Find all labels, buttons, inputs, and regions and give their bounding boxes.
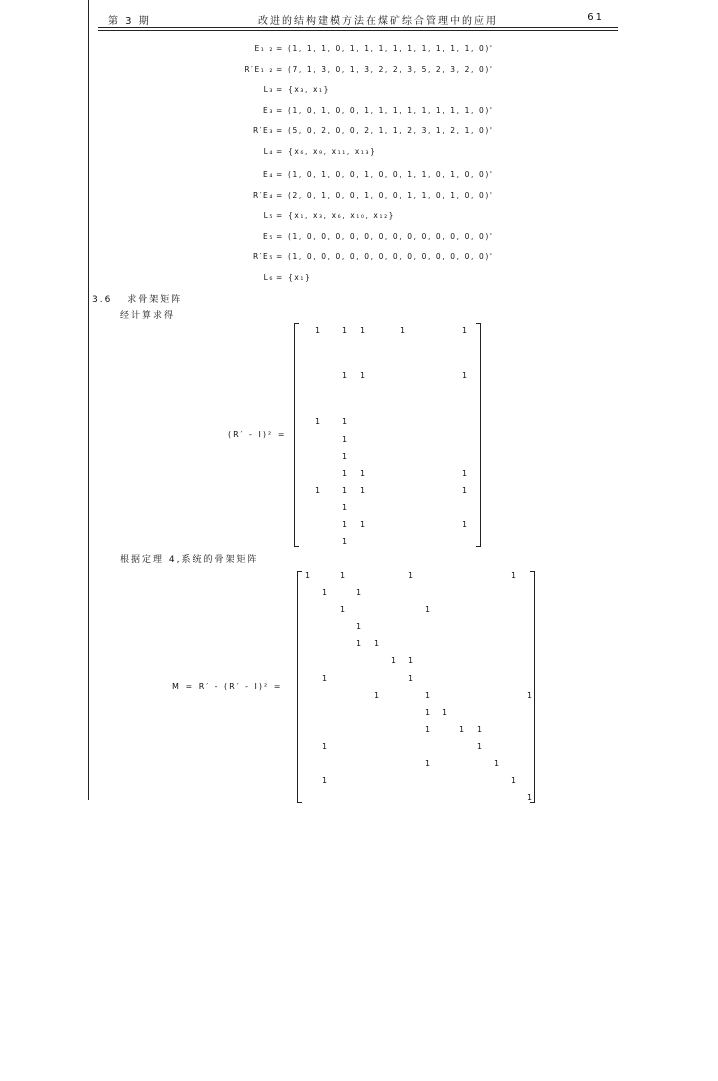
matrix-entry: 1 xyxy=(360,326,366,335)
matrix-entry: 1 xyxy=(408,674,414,683)
equals-sign: = xyxy=(276,272,284,282)
equation-value: (5, 0, 2, 0, 0, 2, 1, 1, 2, 3, 1, 2, 1, 0)' xyxy=(288,126,494,135)
matrix-entry: 1 xyxy=(342,371,348,380)
matrix-entry: 1 xyxy=(408,656,414,665)
left-margin-rule xyxy=(88,0,89,800)
matrix-entry: 1 xyxy=(462,371,468,380)
equation-value: (2, 0, 1, 0, 0, 1, 0, 0, 1, 1, 0, 1, 0, 0)' xyxy=(288,190,494,200)
matrix-entry: 1 xyxy=(342,435,348,444)
equals-sign: = xyxy=(276,85,284,94)
matrix1-right-bracket xyxy=(476,323,481,547)
intro-text: 经计算求得 xyxy=(120,311,176,321)
matrix1-label: (R′ - I)² = xyxy=(228,430,287,439)
matrix-entry: 1 xyxy=(342,452,348,461)
matrix-entry: 1 xyxy=(462,469,468,478)
matrix-entry: 1 xyxy=(511,776,517,785)
section-number: 3.6 xyxy=(92,295,113,305)
matrix-entry: 1 xyxy=(511,571,517,580)
matrix-entry: 1 xyxy=(342,469,348,478)
matrix-entry: 1 xyxy=(527,691,533,700)
matrix-entry: 1 xyxy=(340,571,346,580)
equation-label: L₃ xyxy=(263,85,274,94)
equation-row xyxy=(240,211,500,225)
matrix-entry: 1 xyxy=(342,486,348,495)
equals-sign: = xyxy=(276,44,284,53)
matrix-entry: 1 xyxy=(462,520,468,529)
equals-sign: = xyxy=(276,211,284,220)
equals-sign: = xyxy=(276,231,284,241)
equation-value: (1, 0, 1, 0, 0, 1, 0, 0, 1, 1, 0, 1, 0, 0)' xyxy=(288,170,494,179)
equation-label: L₆ xyxy=(263,272,274,282)
matrix-entry: 1 xyxy=(356,622,362,631)
equals-sign: = xyxy=(276,190,284,200)
equals-sign: = xyxy=(276,170,284,179)
equation-row xyxy=(240,147,500,161)
equation-value: (1, 0, 0, 0, 0, 0, 0, 0, 0, 0, 0, 0, 0, 0)' xyxy=(288,252,494,261)
equals-sign: = xyxy=(276,146,284,156)
matrix-entry: 1 xyxy=(425,725,431,734)
matrix-entry: 1 xyxy=(360,520,366,529)
equation-label: L₅ xyxy=(263,211,274,220)
equation-label: R′E₅ xyxy=(252,252,274,261)
equation-label: R′E₃ xyxy=(252,126,274,135)
matrix-entry: 1 xyxy=(527,793,533,802)
equation-row xyxy=(240,273,500,287)
header-rule-bottom xyxy=(98,30,618,31)
theorem-text: 根据定理 4,系统的骨架矩阵 xyxy=(120,555,259,565)
matrix-entry: 1 xyxy=(340,605,346,614)
matrix-entry: 1 xyxy=(462,326,468,335)
matrix-entry: 1 xyxy=(374,639,380,648)
equation-label: E₁ ₂ xyxy=(254,44,274,53)
page-number: 61 xyxy=(587,12,604,23)
matrix-entry: 1 xyxy=(305,571,311,580)
equation-row xyxy=(240,44,500,58)
matrix1-left-bracket xyxy=(294,323,299,547)
equation-row xyxy=(240,65,500,79)
matrix-entry: 1 xyxy=(360,371,366,380)
matrix-entry: 1 xyxy=(360,486,366,495)
equation-label: R′E₁ ₂ xyxy=(244,64,274,74)
equation-value: (1, 1, 1, 0, 1, 1, 1, 1, 1, 1, 1, 1, 1, 0)' xyxy=(288,44,494,53)
matrix-entry: 1 xyxy=(315,326,321,335)
matrix-entry: 1 xyxy=(356,639,362,648)
equation-label: R′E₄ xyxy=(252,190,274,200)
equation-row xyxy=(240,191,500,205)
matrix-entry: 1 xyxy=(442,708,448,717)
matrix-entry: 1 xyxy=(322,742,328,751)
matrix-entry: 1 xyxy=(425,708,431,717)
matrix-entry: 1 xyxy=(360,469,366,478)
section-heading xyxy=(92,292,182,305)
equation-value: (7, 1, 3, 0, 1, 3, 2, 2, 3, 5, 2, 3, 2, 0)' xyxy=(288,64,494,74)
matrix-entry: 1 xyxy=(322,674,328,683)
equals-sign: = xyxy=(276,252,284,261)
equation-value: {x₃, x₁} xyxy=(288,85,331,94)
matrix-entry: 1 xyxy=(315,486,321,495)
equation-label: E₅ xyxy=(263,231,274,241)
equation-value: {x₁, x₃, x₆, x₁₀, x₁₂} xyxy=(288,211,396,220)
equation-value: {x₆, x₉, x₁₁, x₁₃} xyxy=(288,146,377,156)
equation-row xyxy=(240,232,500,246)
equals-sign: = xyxy=(276,126,284,135)
matrix-entry: 1 xyxy=(477,742,483,751)
running-title: 改进的结构建模方法在煤矿综合管理中的应用 xyxy=(258,16,498,27)
equation-row xyxy=(240,85,500,99)
header-rule-top xyxy=(98,27,618,28)
matrix-entry: 1 xyxy=(342,537,348,546)
matrix-entry: 1 xyxy=(459,725,465,734)
matrix-entry: 1 xyxy=(425,691,431,700)
matrix-entry: 1 xyxy=(374,691,380,700)
matrix-entry: 1 xyxy=(391,656,397,665)
equals-sign: = xyxy=(276,105,284,115)
matrix-entry: 1 xyxy=(425,759,431,768)
equals-sign: = xyxy=(276,64,284,74)
matrix-entry: 1 xyxy=(342,326,348,335)
matrix-entry: 1 xyxy=(315,417,321,426)
matrix-entry: 1 xyxy=(400,326,406,335)
matrix2-label: M = R′ - (R′ - I)² = xyxy=(172,682,283,691)
equation-value: {x₁} xyxy=(288,272,312,282)
equation-value: (1, 0, 1, 0, 0, 1, 1, 1, 1, 1, 1, 1, 1, 0)' xyxy=(288,105,494,115)
matrix-entry: 1 xyxy=(322,588,328,597)
equation-row xyxy=(240,106,500,120)
equation-label: L₄ xyxy=(263,146,274,156)
issue-label: 第 3 期 xyxy=(108,16,151,27)
matrix2-left-bracket xyxy=(297,571,302,803)
matrix-entry: 1 xyxy=(462,486,468,495)
matrix-entry: 1 xyxy=(477,725,483,734)
matrix-entry: 1 xyxy=(425,605,431,614)
matrix-entry: 1 xyxy=(322,776,328,785)
equation-row xyxy=(240,252,500,266)
equation-label: E₄ xyxy=(263,170,274,179)
matrix-entry: 1 xyxy=(356,588,362,597)
matrix-entry: 1 xyxy=(342,503,348,512)
matrix-entry: 1 xyxy=(408,571,414,580)
section-title: 求骨架矩阵 xyxy=(127,295,183,305)
matrix-entry: 1 xyxy=(494,759,500,768)
equation-value: (1, 0, 0, 0, 0, 0, 0, 0, 0, 0, 0, 0, 0, 0)' xyxy=(288,231,494,241)
matrix-entry: 1 xyxy=(342,417,348,426)
matrix-entry: 1 xyxy=(342,520,348,529)
equation-label: E₃ xyxy=(263,105,274,115)
matrix2-right-bracket xyxy=(530,571,535,803)
equation-row xyxy=(240,170,500,184)
equation-row xyxy=(240,126,500,140)
